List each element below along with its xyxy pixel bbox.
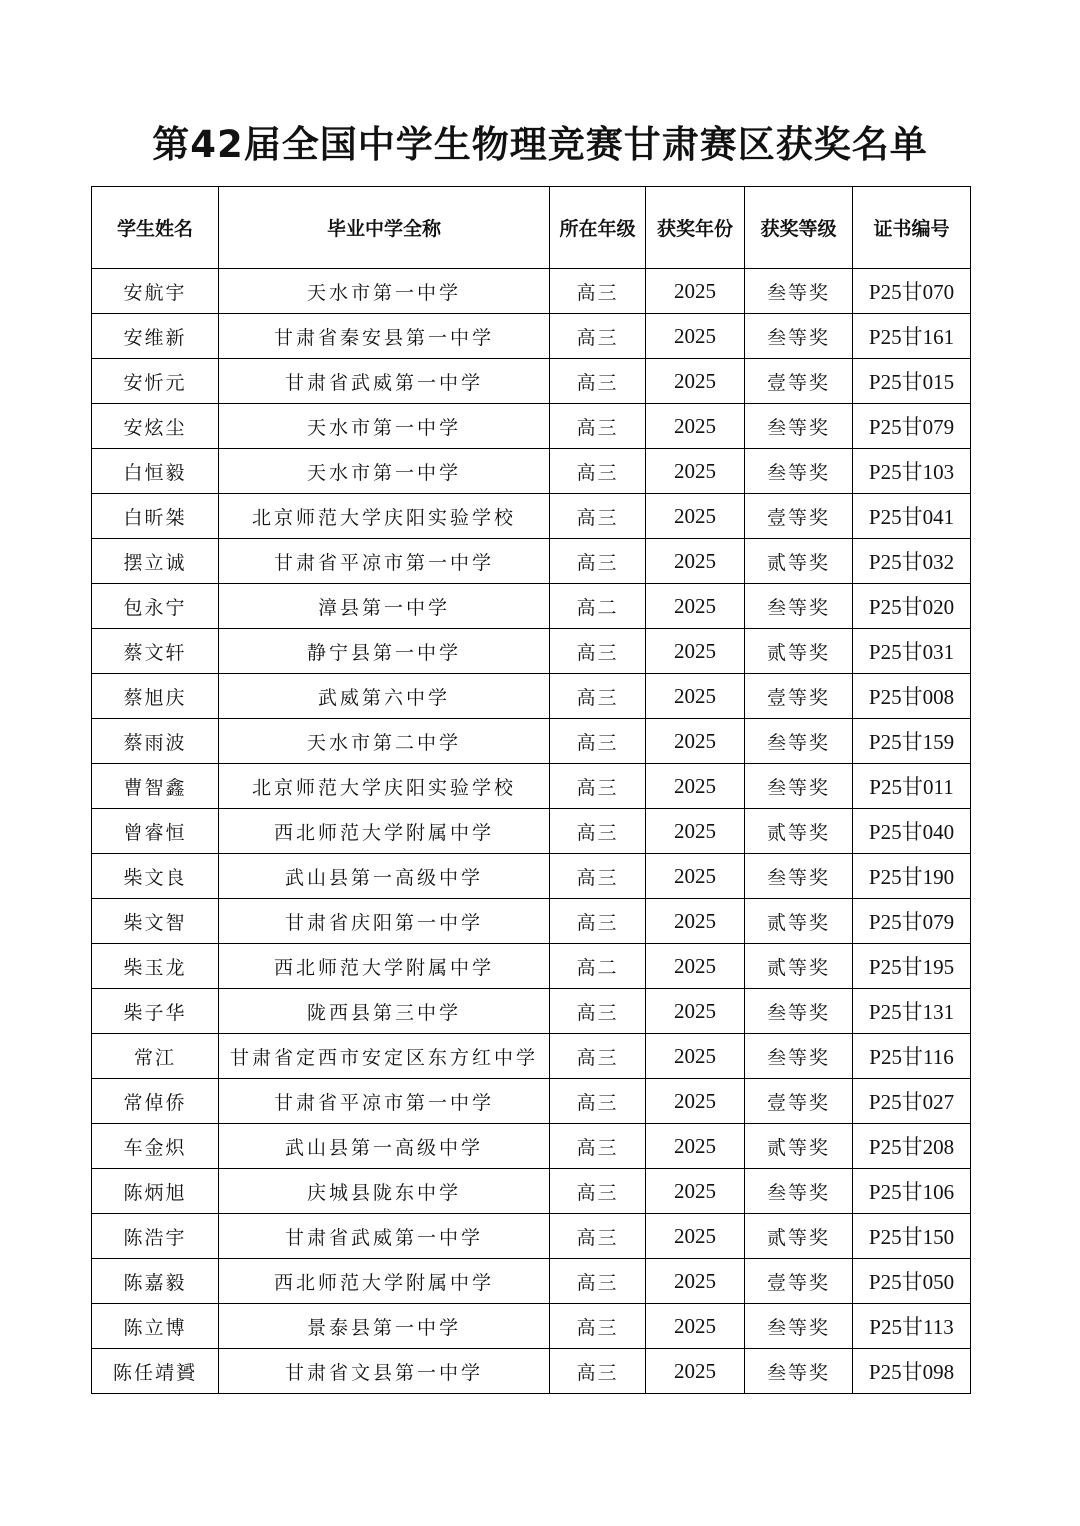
award-level-cell: 贰等奖 xyxy=(745,539,853,584)
header-student-name: 学生姓名 xyxy=(92,187,219,269)
student-name-cell: 安维新 xyxy=(92,314,219,359)
school-name-cell: 西北师范大学附属中学 xyxy=(219,944,550,989)
school-name-cell: 甘肃省平凉市第一中学 xyxy=(219,539,550,584)
student-name-cell: 曾睿恒 xyxy=(92,809,219,854)
certificate-number-cell: P25甘195 xyxy=(853,944,971,989)
page-title: 第42届全国中学生物理竞赛甘肃赛区获奖名单 xyxy=(152,123,928,166)
table-row xyxy=(92,494,971,539)
grade-cell: 高三 xyxy=(550,674,646,719)
grade-cell: 高三 xyxy=(550,1259,646,1304)
grade-cell: 高三 xyxy=(550,494,646,539)
student-name-cell: 蔡旭庆 xyxy=(92,674,219,719)
certificate-number-cell: P25甘041 xyxy=(853,494,971,539)
award-year-cell: 2025 xyxy=(646,809,745,854)
grade-cell: 高三 xyxy=(550,1214,646,1259)
table-row xyxy=(92,899,971,944)
award-year-cell: 2025 xyxy=(646,629,745,674)
school-name-cell: 甘肃省庆阳第一中学 xyxy=(219,899,550,944)
table-row xyxy=(92,989,971,1034)
award-level-cell: 壹等奖 xyxy=(745,1259,853,1304)
award-level-cell: 叁等奖 xyxy=(745,449,853,494)
grade-cell: 高三 xyxy=(550,809,646,854)
award-year-cell: 2025 xyxy=(646,674,745,719)
certificate-number-cell: P25甘032 xyxy=(853,539,971,584)
grade-cell: 高三 xyxy=(550,1169,646,1214)
grade-cell: 高三 xyxy=(550,1349,646,1394)
grade-cell: 高三 xyxy=(550,314,646,359)
certificate-number-cell: P25甘070 xyxy=(853,269,971,314)
grade-cell: 高三 xyxy=(550,1304,646,1349)
grade-cell: 高三 xyxy=(550,899,646,944)
school-name-cell: 天水市第一中学 xyxy=(219,449,550,494)
award-level-cell: 贰等奖 xyxy=(745,1214,853,1259)
award-year-cell: 2025 xyxy=(646,449,745,494)
table-row xyxy=(92,584,971,629)
certificate-number-cell: P25甘113 xyxy=(853,1304,971,1349)
award-table xyxy=(91,186,971,1394)
school-name-cell: 北京师范大学庆阳实验学校 xyxy=(219,494,550,539)
school-name-cell: 西北师范大学附属中学 xyxy=(219,1259,550,1304)
student-name-cell: 常倬侨 xyxy=(92,1079,219,1124)
student-name-cell: 柴玉龙 xyxy=(92,944,219,989)
certificate-number-cell: P25甘020 xyxy=(853,584,971,629)
header-award-level: 获奖等级 xyxy=(745,187,853,269)
award-level-cell: 贰等奖 xyxy=(745,944,853,989)
header-award-year: 获奖年份 xyxy=(646,187,745,269)
student-name-cell: 曹智鑫 xyxy=(92,764,219,809)
school-name-cell: 甘肃省秦安县第一中学 xyxy=(219,314,550,359)
award-year-cell: 2025 xyxy=(646,989,745,1034)
award-year-cell: 2025 xyxy=(646,494,745,539)
award-level-cell: 叁等奖 xyxy=(745,1034,853,1079)
certificate-number-cell: P25甘079 xyxy=(853,404,971,449)
award-level-cell: 叁等奖 xyxy=(745,989,853,1034)
grade-cell: 高三 xyxy=(550,989,646,1034)
certificate-number-cell: P25甘159 xyxy=(853,719,971,764)
award-level-cell: 贰等奖 xyxy=(745,899,853,944)
school-name-cell: 甘肃省武威第一中学 xyxy=(219,1214,550,1259)
award-year-cell: 2025 xyxy=(646,314,745,359)
certificate-number-cell: P25甘008 xyxy=(853,674,971,719)
award-level-cell: 叁等奖 xyxy=(745,764,853,809)
certificate-number-cell: P25甘050 xyxy=(853,1259,971,1304)
grade-cell: 高三 xyxy=(550,719,646,764)
award-year-cell: 2025 xyxy=(646,944,745,989)
grade-cell: 高三 xyxy=(550,629,646,674)
school-name-cell: 武山县第一高级中学 xyxy=(219,854,550,899)
school-name-cell: 甘肃省文县第一中学 xyxy=(219,1349,550,1394)
certificate-number-cell: P25甘131 xyxy=(853,989,971,1034)
school-name-cell: 甘肃省武威第一中学 xyxy=(219,359,550,404)
certificate-number-cell: P25甘190 xyxy=(853,854,971,899)
grade-cell: 高三 xyxy=(550,359,646,404)
student-name-cell: 陈任靖贇 xyxy=(92,1349,219,1394)
school-name-cell: 陇西县第三中学 xyxy=(219,989,550,1034)
award-level-cell: 贰等奖 xyxy=(745,809,853,854)
award-level-cell: 叁等奖 xyxy=(745,314,853,359)
certificate-number-cell: P25甘098 xyxy=(853,1349,971,1394)
certificate-number-cell: P25甘011 xyxy=(853,764,971,809)
certificate-number-cell: P25甘031 xyxy=(853,629,971,674)
award-year-cell: 2025 xyxy=(646,1349,745,1394)
table-row xyxy=(92,1124,971,1169)
student-name-cell: 陈浩宇 xyxy=(92,1214,219,1259)
table-row xyxy=(92,359,971,404)
certificate-number-cell: P25甘040 xyxy=(853,809,971,854)
award-level-cell: 叁等奖 xyxy=(745,584,853,629)
award-year-cell: 2025 xyxy=(646,359,745,404)
award-year-cell: 2025 xyxy=(646,539,745,584)
award-level-cell: 叁等奖 xyxy=(745,719,853,764)
grade-cell: 高三 xyxy=(550,449,646,494)
table-row xyxy=(92,854,971,899)
table-row xyxy=(92,1079,971,1124)
table-header-row xyxy=(92,187,971,269)
table-row xyxy=(92,1169,971,1214)
student-name-cell: 常江 xyxy=(92,1034,219,1079)
certificate-number-cell: P25甘015 xyxy=(853,359,971,404)
school-name-cell: 漳县第一中学 xyxy=(219,584,550,629)
grade-cell: 高三 xyxy=(550,1034,646,1079)
school-name-cell: 武威第六中学 xyxy=(219,674,550,719)
table-row xyxy=(92,719,971,764)
award-level-cell: 壹等奖 xyxy=(745,359,853,404)
student-name-cell: 陈嘉毅 xyxy=(92,1259,219,1304)
award-year-cell: 2025 xyxy=(646,764,745,809)
school-name-cell: 武山县第一高级中学 xyxy=(219,1124,550,1169)
school-name-cell: 庆城县陇东中学 xyxy=(219,1169,550,1214)
award-level-cell: 壹等奖 xyxy=(745,674,853,719)
award-level-cell: 叁等奖 xyxy=(745,854,853,899)
student-name-cell: 包永宁 xyxy=(92,584,219,629)
award-level-cell: 贰等奖 xyxy=(745,629,853,674)
award-year-cell: 2025 xyxy=(646,1214,745,1259)
table-row xyxy=(92,1349,971,1394)
award-year-cell: 2025 xyxy=(646,1259,745,1304)
school-name-cell: 静宁县第一中学 xyxy=(219,629,550,674)
student-name-cell: 安忻元 xyxy=(92,359,219,404)
certificate-number-cell: P25甘027 xyxy=(853,1079,971,1124)
grade-cell: 高三 xyxy=(550,764,646,809)
table-row xyxy=(92,269,971,314)
student-name-cell: 蔡文轩 xyxy=(92,629,219,674)
grade-cell: 高三 xyxy=(550,1079,646,1124)
header-grade: 所在年级 xyxy=(550,187,646,269)
student-name-cell: 柴文良 xyxy=(92,854,219,899)
award-year-cell: 2025 xyxy=(646,1169,745,1214)
award-year-cell: 2025 xyxy=(646,1034,745,1079)
student-name-cell: 陈炳旭 xyxy=(92,1169,219,1214)
table-row xyxy=(92,1034,971,1079)
certificate-number-cell: P25甘116 xyxy=(853,1034,971,1079)
award-year-cell: 2025 xyxy=(646,269,745,314)
award-level-cell: 叁等奖 xyxy=(745,404,853,449)
award-year-cell: 2025 xyxy=(646,1304,745,1349)
table-body xyxy=(92,269,971,1394)
header-school-name: 毕业中学全称 xyxy=(219,187,550,269)
grade-cell: 高二 xyxy=(550,944,646,989)
award-level-cell: 叁等奖 xyxy=(745,1169,853,1214)
student-name-cell: 柴文智 xyxy=(92,899,219,944)
certificate-number-cell: P25甘208 xyxy=(853,1124,971,1169)
header-certificate-number: 证书编号 xyxy=(853,187,971,269)
table-row xyxy=(92,629,971,674)
student-name-cell: 车金炽 xyxy=(92,1124,219,1169)
certificate-number-cell: P25甘103 xyxy=(853,449,971,494)
award-year-cell: 2025 xyxy=(646,404,745,449)
table-row xyxy=(92,314,971,359)
award-level-cell: 叁等奖 xyxy=(745,1304,853,1349)
award-level-cell: 壹等奖 xyxy=(745,1079,853,1124)
certificate-number-cell: P25甘079 xyxy=(853,899,971,944)
award-level-cell: 贰等奖 xyxy=(745,1124,853,1169)
award-level-cell: 叁等奖 xyxy=(745,1349,853,1394)
table-row xyxy=(92,1259,971,1304)
award-level-cell: 壹等奖 xyxy=(745,494,853,539)
certificate-number-cell: P25甘106 xyxy=(853,1169,971,1214)
grade-cell: 高三 xyxy=(550,854,646,899)
school-name-cell: 天水市第二中学 xyxy=(219,719,550,764)
student-name-cell: 柴子华 xyxy=(92,989,219,1034)
award-year-cell: 2025 xyxy=(646,1124,745,1169)
school-name-cell: 天水市第一中学 xyxy=(219,269,550,314)
school-name-cell: 甘肃省平凉市第一中学 xyxy=(219,1079,550,1124)
award-level-cell: 叁等奖 xyxy=(745,269,853,314)
student-name-cell: 摆立诚 xyxy=(92,539,219,584)
student-name-cell: 安炫尘 xyxy=(92,404,219,449)
table-row xyxy=(92,764,971,809)
table-row xyxy=(92,404,971,449)
table-row xyxy=(92,1304,971,1349)
school-name-cell: 北京师范大学庆阳实验学校 xyxy=(219,764,550,809)
student-name-cell: 白恒毅 xyxy=(92,449,219,494)
certificate-number-cell: P25甘161 xyxy=(853,314,971,359)
certificate-number-cell: P25甘150 xyxy=(853,1214,971,1259)
school-name-cell: 景泰县第一中学 xyxy=(219,1304,550,1349)
award-year-cell: 2025 xyxy=(646,719,745,764)
grade-cell: 高三 xyxy=(550,539,646,584)
grade-cell: 高三 xyxy=(550,404,646,449)
student-name-cell: 安航宇 xyxy=(92,269,219,314)
student-name-cell: 蔡雨波 xyxy=(92,719,219,764)
grade-cell: 高三 xyxy=(550,269,646,314)
table-row xyxy=(92,674,971,719)
school-name-cell: 天水市第一中学 xyxy=(219,404,550,449)
student-name-cell: 白昕桀 xyxy=(92,494,219,539)
table-row xyxy=(92,539,971,584)
award-year-cell: 2025 xyxy=(646,1079,745,1124)
table-row xyxy=(92,449,971,494)
grade-cell: 高三 xyxy=(550,1124,646,1169)
award-year-cell: 2025 xyxy=(646,584,745,629)
award-year-cell: 2025 xyxy=(646,899,745,944)
table-row xyxy=(92,809,971,854)
student-name-cell: 陈立博 xyxy=(92,1304,219,1349)
table-row xyxy=(92,1214,971,1259)
table-row xyxy=(92,944,971,989)
award-year-cell: 2025 xyxy=(646,854,745,899)
grade-cell: 高二 xyxy=(550,584,646,629)
school-name-cell: 西北师范大学附属中学 xyxy=(219,809,550,854)
school-name-cell: 甘肃省定西市安定区东方红中学 xyxy=(219,1034,550,1079)
